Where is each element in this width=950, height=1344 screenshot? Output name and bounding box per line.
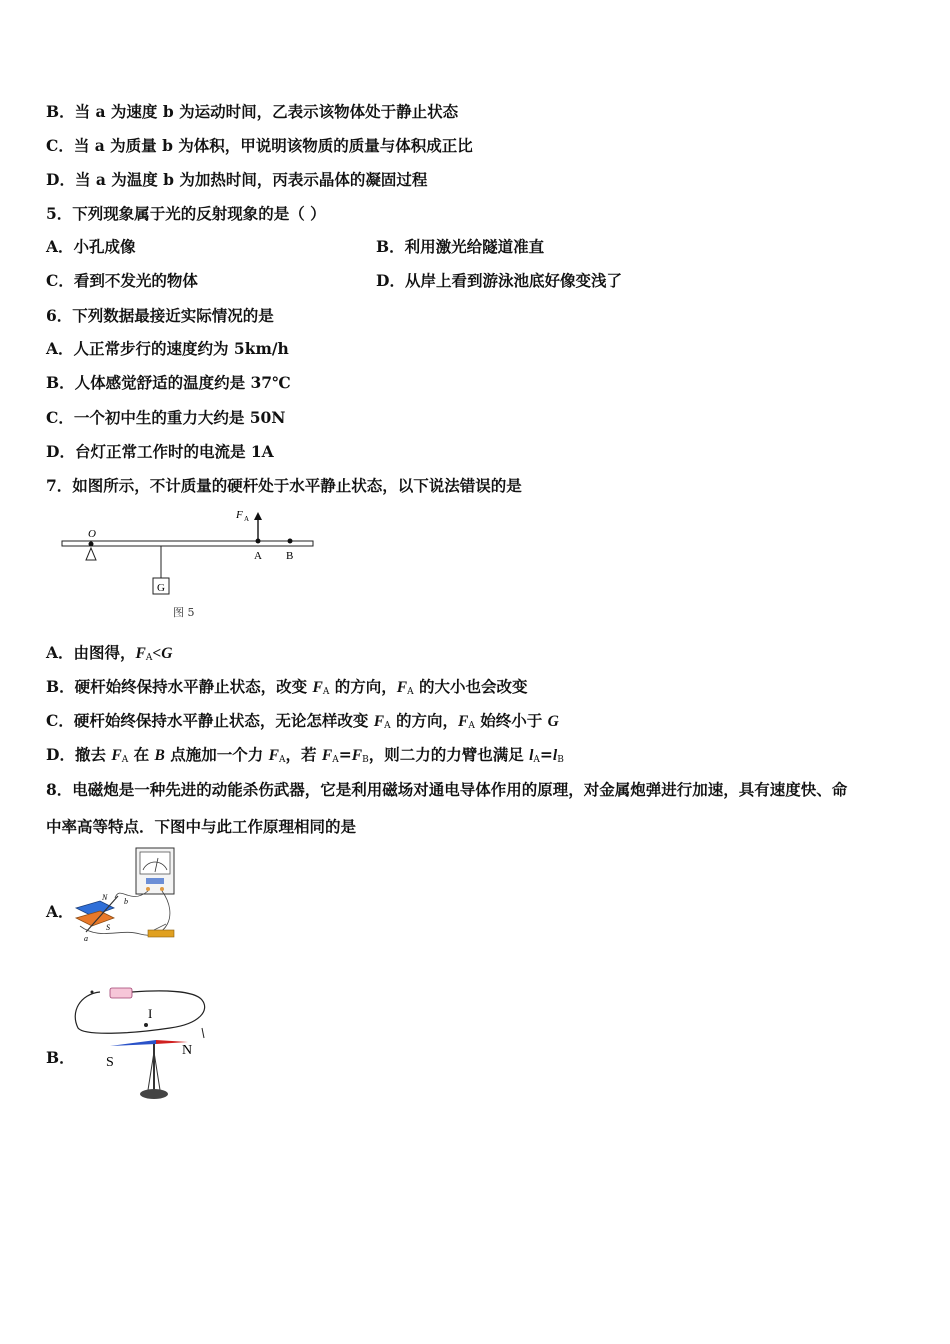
- q5-option-b: B．利用激光给隧道准直: [376, 237, 545, 256]
- svg-text:I: I: [148, 1006, 153, 1021]
- switch-icon: [148, 930, 174, 937]
- svg-text:S: S: [106, 1055, 114, 1070]
- circuit-wire: [75, 991, 204, 1033]
- fulcrum-icon: [86, 548, 96, 560]
- point-b-dot: [288, 539, 293, 544]
- pivot-dot: [89, 542, 94, 547]
- q8-stem-line1: 8．电磁炮是一种先进的动能杀伤武器，它是利用磁场对通电导体作用的原理，对金属炮弹进行加速，具有速度快、命: [46, 780, 848, 799]
- q7-stem: 7．如图所示，不计质量的硬杆处于水平静止状态，以下说法错误的是: [46, 476, 522, 495]
- q6-option-c: C．一个初中生的重力大约是 50N: [46, 408, 286, 427]
- label-a: A: [254, 550, 262, 562]
- q8-stem-line2: 中率高等特点．下图中与此工作原理相同的是: [46, 817, 357, 836]
- q5-option-a: A．小孔成像: [46, 237, 136, 256]
- needle-s-icon: [110, 1040, 156, 1046]
- q4-option-c: C．当 a 为质量 b 为体积，甲说明该物质的质量与体积成正比: [46, 136, 473, 155]
- q8-option-a-label: A．: [46, 902, 74, 921]
- label-b: B: [286, 550, 294, 562]
- q8-option-b-label: B．: [46, 1048, 75, 1067]
- q7-option-b: B．硬杆始终保持水平静止状态，改变 $F_A$ 的方向，$F_A$ 的大小也会改变: [46, 677, 528, 697]
- battery-icon: [110, 988, 132, 998]
- q5-option-c: C．看到不发光的物体: [46, 271, 198, 290]
- q4-option-b: B．当 a 为速度 b 为运动时间，乙表示该物体处于静止状态: [46, 102, 459, 121]
- q6-option-b: B．人体感觉舒适的温度约是 37℃: [46, 373, 291, 392]
- q4-option-d: D．当 a 为温度 b 为加热时间，丙表示晶体的凝固过程: [46, 170, 428, 189]
- q6-option-a: A．人正常步行的速度约为 5km/h: [46, 339, 289, 358]
- q6-stem: 6．下列数据最接近实际情况的是: [46, 306, 274, 325]
- compass-stand: [140, 1089, 168, 1099]
- option-b-figure: [70, 982, 210, 1104]
- label-g: G: [157, 582, 165, 594]
- svg-text:a: a: [84, 934, 88, 943]
- q7-option-c: C．硬杆始终保持水平静止状态，无论怎样改变 $F_A$ 的方向，$F_A$ 始终小于 G: [46, 711, 559, 731]
- option-a-figure: [70, 846, 182, 946]
- label-o: O: [88, 528, 96, 540]
- svg-text:N: N: [182, 1043, 193, 1058]
- lever-rod: [62, 541, 313, 546]
- label-fa: F: [236, 509, 243, 521]
- lever-figure: [56, 504, 320, 624]
- q5-option-d: D．从岸上看到游泳池底好像变浅了: [376, 271, 622, 290]
- q7-option-a: A．由图得，$F_A<G$: [46, 643, 173, 663]
- force-arrow-head: [254, 512, 262, 520]
- svg-text:N: N: [102, 893, 108, 902]
- svg-text:S: S: [106, 923, 110, 932]
- q6-option-d: D．台灯正常工作时的电流是 1A: [46, 442, 274, 461]
- q5-stem: 5．下列现象属于光的反射现象的是（ ）: [46, 204, 326, 223]
- figure-caption: 图 5: [173, 606, 195, 619]
- q7-option-d: D．撤去 $F_A$ 在 B 点施加一个力 $F_A$，若 $F_A=F_B$，则二力的力臂也满足 $l_A=l_B$: [46, 745, 564, 765]
- svg-text:b: b: [124, 897, 128, 906]
- label-fa-sub: A: [244, 515, 250, 523]
